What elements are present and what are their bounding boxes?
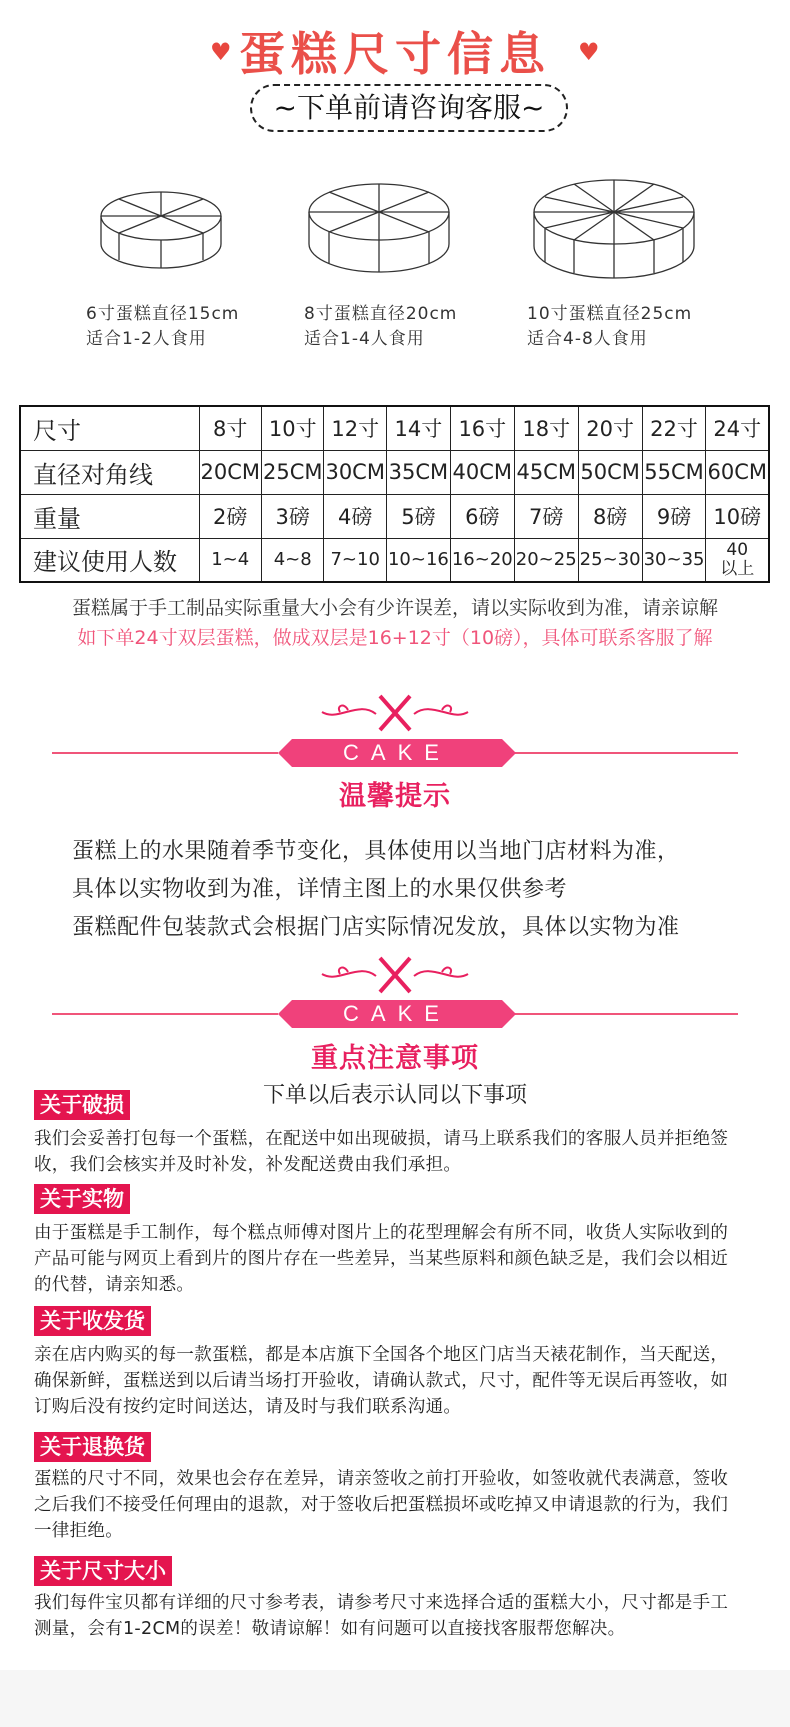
- size-note: 蛋糕属于手工制品实际重量大小会有少许误差，请以实际收到为准，请亲谅解: [71, 597, 718, 619]
- table-cell: 40CM: [450, 450, 514, 494]
- notice-tag: 关于破损: [34, 1090, 130, 1120]
- row-label: 尺寸: [20, 406, 199, 450]
- row-label: 建议使用人数: [20, 538, 199, 582]
- section-title-tips: 温馨提示: [339, 781, 451, 812]
- table-cell: 7~10: [324, 538, 386, 582]
- table-cell: 45CM: [514, 450, 578, 494]
- table-cell: 8磅: [578, 494, 642, 538]
- notice-tag: 关于尺寸大小: [34, 1556, 172, 1586]
- table-cell: 7磅: [514, 494, 578, 538]
- double-layer-note: 如下单24寸双层蛋糕，做成双层是16+12寸（10磅），具体可联系客服了解: [77, 627, 713, 649]
- table-cell: 55CM: [642, 450, 706, 494]
- divider-line: [52, 752, 278, 754]
- notice-tag: 关于退换货: [34, 1432, 151, 1462]
- table-cell: 30~35: [642, 538, 706, 582]
- table-cell: 6磅: [450, 494, 514, 538]
- row-label: 重量: [20, 494, 199, 538]
- page-title: 蛋糕尺寸信息: [239, 27, 551, 81]
- notice-tag: 关于收发货: [34, 1306, 151, 1336]
- table-cell: 16~20: [450, 538, 514, 582]
- cake-10inch-illustration: [528, 162, 700, 286]
- table-cell: 50CM: [578, 450, 642, 494]
- table-cell: 22寸: [642, 406, 706, 450]
- notice-text: 蛋糕的尺寸不同，效果也会存在差异，请亲签收之前打开验收，如签收就代表满意，签收之后我们不接受任何理由的退款，对于签收后把蛋糕损坏或吃掉又申请退款的行为，我们一律拒绝。: [34, 1469, 729, 1541]
- fork-knife-icon: [318, 692, 472, 734]
- consult-service-badge: ~下单前请咨询客服~: [250, 84, 568, 132]
- table-cell: 10寸: [261, 406, 323, 450]
- cake-8inch-illustration: [304, 168, 454, 280]
- size-table: [19, 405, 770, 583]
- notice-text: 我们每件宝贝都有详细的尺寸参考表，请参考尺寸来选择合适的蛋糕大小，尺寸都是手工测量，会有1-2CM的误差！敬请谅解！如有问题可以直接找客服帮您解决。: [34, 1593, 729, 1639]
- table-cell: 18寸: [514, 406, 578, 450]
- table-cell: 60CM: [706, 450, 769, 494]
- heart-icon: ♥: [210, 38, 232, 66]
- table-row: [20, 450, 769, 494]
- divider-line: [512, 1013, 738, 1015]
- table-cell: 5磅: [386, 494, 450, 538]
- section-title-notice: 重点注意事项: [311, 1043, 479, 1074]
- cake-caption: 10寸蛋糕直径25cm 适合4-8人食用: [527, 304, 693, 349]
- table-cell: 20CM: [199, 450, 261, 494]
- notice-subtitle: 下单以后表示认同以下事项: [262, 1083, 527, 1108]
- heart-icon: ♥: [578, 38, 600, 66]
- divider-line: [512, 752, 738, 754]
- tip-line: 蛋糕配件包装款式会根据门店实际情况发放，具体以实物为准: [72, 915, 680, 940]
- notice-text: 由于蛋糕是手工制作，每个糕点师傅对图片上的花型理解会有所不同，收货人实际收到的产品可能与网页上看到片的图片存在一些差异，当某些原料和颜色缺乏是，我们会以相近的代替，请亲知悉。: [34, 1223, 729, 1295]
- table-cell: 3磅: [261, 494, 323, 538]
- table-cell: 2磅: [199, 494, 261, 538]
- table-cell: 1~4: [199, 538, 261, 582]
- table-cell: 8寸: [199, 406, 261, 450]
- table-row: [20, 538, 769, 582]
- table-cell: 12寸: [324, 406, 386, 450]
- cake-banner: CAKE: [292, 739, 502, 767]
- cake-caption: 8寸蛋糕直径20cm 适合1-4人食用: [304, 304, 458, 349]
- table-cell: 40 以上: [706, 538, 769, 582]
- table-cell: 25CM: [261, 450, 323, 494]
- table-cell: 30CM: [324, 450, 386, 494]
- row-label: 直径对角线: [20, 450, 199, 494]
- table-cell: 25~30: [578, 538, 642, 582]
- table-row: [20, 494, 769, 538]
- notice-tag: 关于实物: [34, 1184, 130, 1214]
- cake-6inch-illustration: [96, 176, 226, 276]
- table-cell: 4磅: [324, 494, 386, 538]
- table-cell: 4~8: [261, 538, 323, 582]
- table-cell: 9磅: [642, 494, 706, 538]
- table-cell: 10~16: [386, 538, 450, 582]
- table-cell: 16寸: [450, 406, 514, 450]
- table-cell: 24寸: [706, 406, 769, 450]
- table-cell: 35CM: [386, 450, 450, 494]
- table-cell: 14寸: [386, 406, 450, 450]
- footer-band: [0, 1670, 790, 1727]
- table-cell: 20~25: [514, 538, 578, 582]
- notice-text: 亲在店内购买的每一款蛋糕，都是本店旗下全国各个地区门店当天裱花制作，当天配送，确保新鲜，蛋糕送到以后请当场打开验收，请确认款式，尺寸，配件等无误后再签收，如订购后没有按约定时间送达，请及时与我们联系沟通。: [34, 1345, 729, 1417]
- tip-line: 蛋糕上的水果随着季节变化，具体使用以当地门店材料为准，: [72, 839, 680, 864]
- cake-caption: 6寸蛋糕直径15cm 适合1-2人食用: [86, 304, 240, 349]
- tip-line: 具体以实物收到为准，详情主图上的水果仅供参考: [72, 877, 568, 902]
- fork-knife-icon: [318, 954, 472, 996]
- table-cell: 10磅: [706, 494, 769, 538]
- notice-text: 我们会妥善打包每一个蛋糕，在配送中如出现破损，请马上联系我们的客服人员并拒绝签收，我们会核实并及时补发，补发配送费由我们承担。: [34, 1129, 729, 1175]
- divider-line: [52, 1013, 278, 1015]
- page-header: [0, 18, 790, 84]
- table-cell: 20寸: [578, 406, 642, 450]
- cake-banner: CAKE: [292, 1000, 502, 1028]
- table-row: [20, 406, 769, 450]
